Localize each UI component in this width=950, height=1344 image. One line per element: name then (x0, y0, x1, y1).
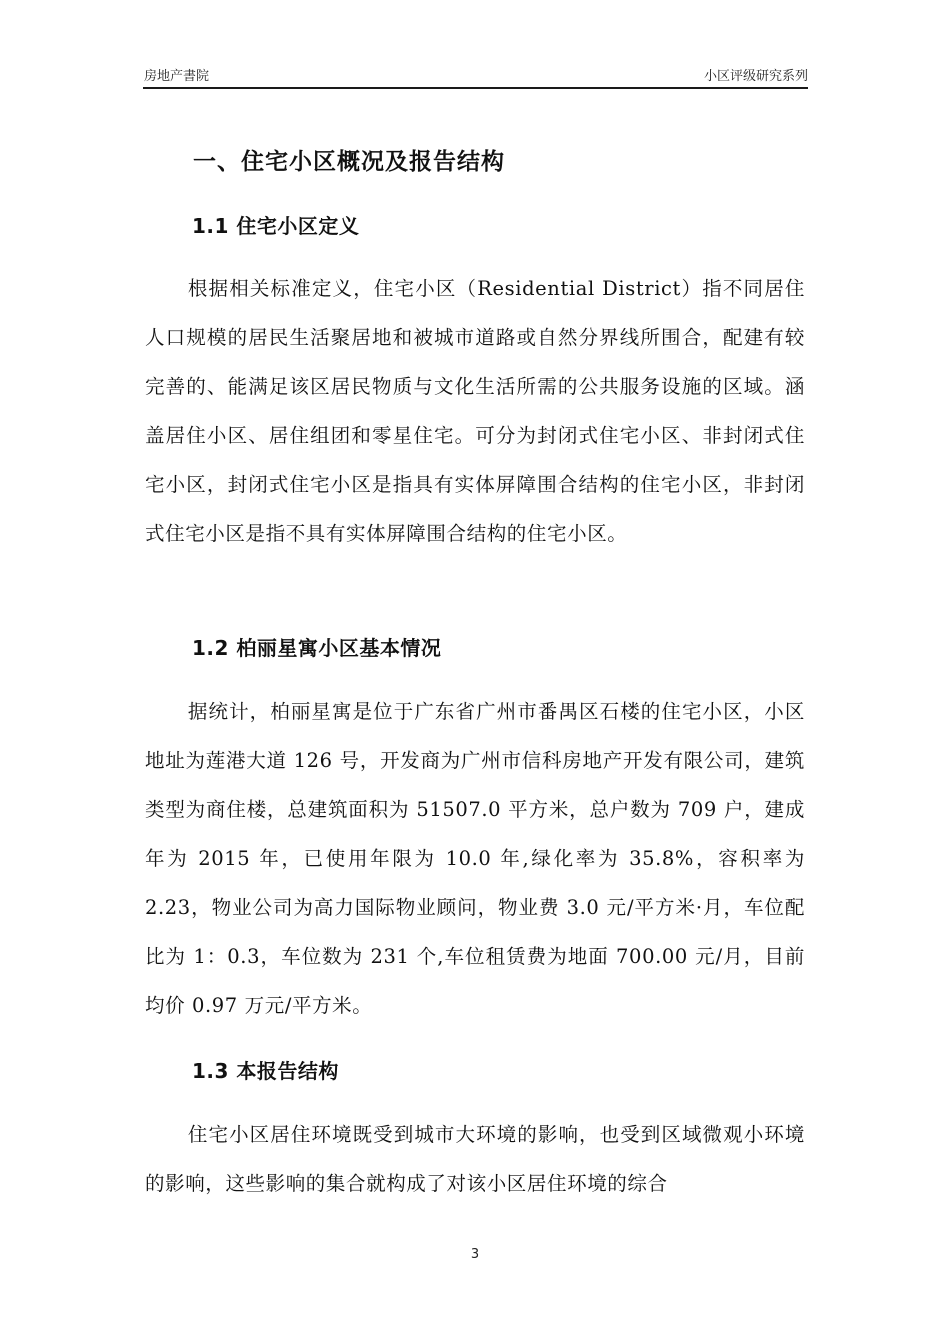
subsection-title-basic-info: 1.2 柏丽星寓小区基本情况 (192, 636, 442, 660)
paragraph-definition: 根据相关标准定义，住宅小区（Residential District）指不同居住人口规模的居民生活聚居地和被城市道路或自然分界线所围合，配建有较完善的、能满足该区居民物质与文化生活所需的公共服务设施的区域。涵盖居住小区、居住组团和零星住宅。可分为封闭式住宅小区、非封闭式住宅小区，封闭式住宅小区是指具有实体屏障围合结构的住宅小区，非封闭式住宅小区是指不具有实体屏障围合结构的住宅小区。 (145, 277, 805, 545)
header-publisher: 房地产書院 (144, 69, 210, 84)
paragraph-basic-info: 据统计，柏丽星寓是位于广东省广州市番禺区石楼的住宅小区，小区地址为莲港大道 126 号，开发商为广州市信科房地产开发有限公司，建筑类型为商住楼，总建筑面积为 51507.0 平方米，总户数为 709 户，建成年为 2015 年，已使用年限为 10.0 年,绿化率为 35.8%，容积率为 2.23，物业公司为高力国际物业顾问，物业费 3.0 元/平方米·月，车位配比为 1：0.3，车位数为 231 个,车位租赁费为地面 700.00 元/月，目前均价 0.97 万元/平方米。 (145, 700, 805, 1017)
subsection-title-definition: 1.1 住宅小区定义 (192, 214, 360, 238)
paragraph-report-structure: 住宅小区居住环境既受到城市大环境的影响，也受到区域微观小环境的影响，这些影响的集合就构成了对该小区居住环境的综合 (145, 1123, 805, 1195)
page-number: 3 (470, 1247, 480, 1262)
section-title: 一、住宅小区概况及报告结构 (193, 149, 505, 175)
page-header (143, 68, 808, 88)
header-divider (143, 87, 808, 89)
subsection-title-report-structure: 1.3 本报告结构 (192, 1059, 339, 1083)
header-series-title: 小区评级研究系列 (703, 69, 808, 84)
